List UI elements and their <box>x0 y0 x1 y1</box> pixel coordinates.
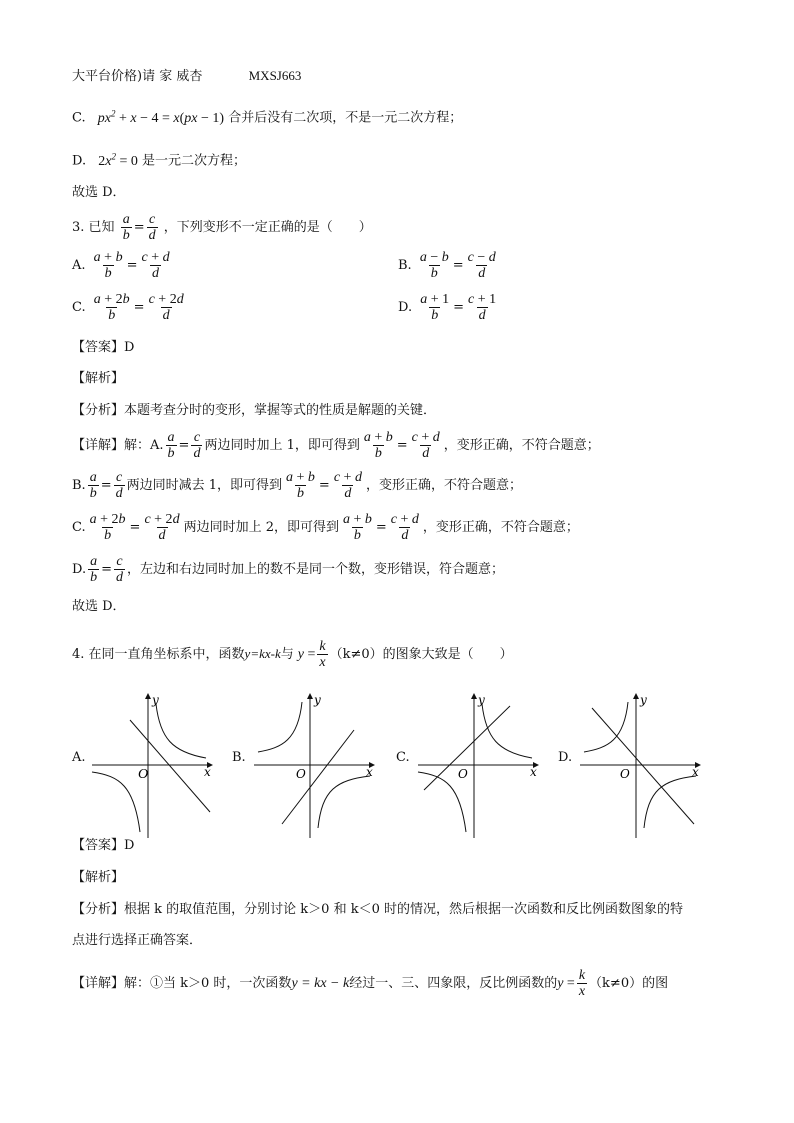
fraction: $\frac{c}{d}$ <box>116 554 123 585</box>
q3-analysis-tag: 【解析】 <box>72 371 125 386</box>
fraction: $\frac{a + 2b}{b}$ <box>89 512 126 543</box>
q4-xiangjie: 【详解】解：①当 k＞0 时，一次函数y = kx − k经过一、三、四象限，反比例函数的y = $\frac{k}{x}$ （k≠0）的图 <box>72 968 669 999</box>
detail-text: 两边同时减去 1，即可得到 <box>126 478 282 493</box>
detail-text: ，左边和右边同时加上的数不是同一个数，变形错误，符合题意； <box>127 562 505 577</box>
linear-function-expr: y = kx − k <box>291 976 350 991</box>
q4-stem-prefix: 4. 在同一直角坐标系中，函数 <box>72 647 245 662</box>
hyperbola-branch <box>418 772 466 832</box>
math-expression: $px^2 + x - 4 = x(px - 1)$ <box>97 108 225 126</box>
fraction: $\frac{a + b}{b}$ <box>286 470 315 501</box>
option-label: D. <box>398 300 413 315</box>
hyperbola-branch <box>156 704 206 758</box>
detail-text: 经过一、三、四象限，反比例函数的 <box>349 976 558 991</box>
detail-text: ，变形正确，不符合题意； <box>422 520 579 535</box>
hyperbola-branch <box>92 772 140 832</box>
q3-detail-a: 【详解】解：A. $\frac{a}{b}$ = $\frac{c}{d}$ 两边同时加上 1，即可得到 $\frac{a + b}{b}$ = $\frac{c + d}{d}$ ，变形正确，不符合题意； <box>72 430 600 461</box>
y-axis-label: y <box>640 693 647 707</box>
option-text: 是一元二次方程； <box>142 153 247 169</box>
fraction: $\frac{a + b}{b}$ <box>363 430 393 461</box>
detail-text: 两边同时加上 1，即可得到 <box>204 438 360 453</box>
hyperbola-branch <box>482 704 532 758</box>
origin-label: O <box>296 767 306 781</box>
fenxi-tag: 【分析】 <box>72 902 125 917</box>
choose-line-1: 故选 D． <box>72 185 126 200</box>
option-label: A. <box>72 258 86 273</box>
fraction: $\frac{c + d}{d}$ <box>141 250 170 281</box>
option-label: D. <box>72 153 87 169</box>
prev-option-d <box>72 146 246 172</box>
fenxi-text: 本题考查分时的变形，掌握等式的性质是解题的关键． <box>124 403 437 418</box>
fraction: $\frac{c - d}{d}$ <box>467 250 496 281</box>
hyperbola-branch <box>584 702 628 752</box>
q3-stem-suffix: ，下列变形不一定正确的是（ ） <box>163 220 372 235</box>
detail-text: 解：①当 k＞0 时，一次函数 <box>124 976 292 991</box>
x-axis-label: x <box>692 765 699 779</box>
y-axis-label: y <box>314 693 321 707</box>
xiangjie-tag: 【详解】 <box>72 976 125 991</box>
fraction: $\frac{c + 1}{d}$ <box>468 292 497 323</box>
option-label: B. <box>398 258 412 273</box>
answer-value: D <box>124 340 135 355</box>
q4-option-c-label: C. <box>396 750 410 765</box>
detail-text: B. <box>72 478 86 493</box>
q4-option-b-label: B. <box>232 750 246 765</box>
hyperbola-branch <box>318 776 370 828</box>
option-label: C. <box>72 300 86 315</box>
q3-choose: 故选 D． <box>72 599 126 614</box>
origin-label: O <box>620 767 630 781</box>
fenxi-text: 根据 k 的取值范围，分别讨论 k＞0 和 k＜0 时的情况，然后根据一次函数和反比例函数图象的特 <box>124 902 683 917</box>
fraction: $\frac{a + b}{b}$ <box>93 250 123 281</box>
q4-graph-c <box>416 690 546 840</box>
q3-stem-prefix: 3. 已知 <box>72 220 115 235</box>
q3-option-a: A. $\frac{a + b}{b}$ = $\frac{c + d}{d}$ <box>72 250 170 281</box>
q3-detail-b: B. $\frac{a}{b}$ = $\frac{c}{d}$ 两边同时减去 1，即可得到 $\frac{a + b}{b}$ = $\frac{c + d}{d}$ ，变形正确，不符合题意； <box>72 470 522 501</box>
y-axis-label: y <box>478 693 485 707</box>
answer-tag: 【答案】 <box>72 340 125 355</box>
q3-answer <box>72 338 134 358</box>
q4-stem: 4. 在同一直角坐标系中，函数y=kx-k与 y = $\frac{k}{x}$ （k≠0）的图象大致是（ ） <box>72 639 513 670</box>
detail-text: C. <box>72 520 86 535</box>
linear-function <box>282 730 354 824</box>
fraction: $\frac{c + d}{d}$ <box>411 430 440 461</box>
fraction: $\frac{a + b}{b}$ <box>342 512 372 543</box>
q3-option-c: C. $\frac{a + 2b}{b}$ = $\frac{c + 2d}{d}$ <box>72 292 184 323</box>
q4-graph-a <box>90 690 220 840</box>
header-code: MXSJ663 <box>248 68 302 83</box>
fraction: $\frac{c + d}{d}$ <box>333 470 362 501</box>
fraction-k-x: $\frac{k}{x}$ <box>578 968 586 999</box>
fraction: $\frac{c + d}{d}$ <box>390 512 419 543</box>
fenxi-tag: 【分析】 <box>72 403 125 418</box>
option-text: 合并后没有二次项，不是一元二次方程； <box>228 110 463 126</box>
q3-detail-c: C. $\frac{a + 2b}{b}$ = $\frac{c + 2d}{d}$ 两边同时加上 2，即可得到 $\frac{a + b}{b}$ = $\frac{c + d}{d}$ ，变形正确，不符合题意； <box>72 512 579 543</box>
fraction: $\frac{a}{b}$ <box>167 430 175 461</box>
prev-option-c <box>72 103 462 129</box>
fraction-a-b: $\frac{a}{b}$ <box>122 212 130 243</box>
q4-stem-mid: 与 <box>280 647 294 662</box>
q4-option-a-label: A. <box>72 750 86 765</box>
fraction: $\frac{a + 2b}{b}$ <box>93 292 130 323</box>
fraction: $\frac{a}{b}$ <box>89 470 97 501</box>
option-label: C. <box>72 110 86 126</box>
q4-fenxi-2: 点进行选择正确答案． <box>72 933 203 948</box>
linear-function <box>130 720 210 812</box>
q4-stem-cond: （k≠0）的图象大致是（ ） <box>329 647 513 662</box>
q4-graph-b <box>252 690 382 840</box>
detail-text: 解：A. <box>124 438 164 453</box>
fraction: $\frac{a}{b}$ <box>90 554 98 585</box>
hyperbola-branch <box>258 702 302 752</box>
x-axis-label: x <box>204 765 211 779</box>
q4-graph-d <box>578 690 708 840</box>
q3-detail-d: D. $\frac{a}{b}$ = $\frac{c}{d}$ ，左边和右边同时加上的数不是同一个数，变形错误，符合题意； <box>72 554 505 585</box>
x-axis-label: x <box>366 765 373 779</box>
fraction-k-x: $\frac{k}{x}$ <box>319 639 326 670</box>
hyperbola-branch <box>644 776 696 828</box>
page-header <box>72 66 301 87</box>
q3-option-d: D. $\frac{a + 1}{b}$ = $\frac{c + 1}{d}$ <box>398 292 497 323</box>
q4-function: y=kx-k <box>244 646 281 661</box>
answer-tag: 【答案】 <box>72 838 125 853</box>
origin-label: O <box>138 767 149 782</box>
q4-option-d-label: D. <box>558 750 573 765</box>
fraction: $\frac{c + 2d}{d}$ <box>144 512 180 543</box>
xiangjie-tag: 【详解】 <box>72 438 125 453</box>
header-text: 大平台价格)请 家 威杏 <box>72 69 203 84</box>
detail-text: （k≠0）的图 <box>589 976 669 991</box>
detail-text: ，变形正确，不符合题意； <box>443 438 600 453</box>
math-expression: $2x^2 = 0$ <box>98 151 138 169</box>
linear-function <box>592 708 694 824</box>
detail-text: ，变形正确，不符合题意； <box>365 478 522 493</box>
detail-text: D. <box>72 562 87 577</box>
origin-label: O <box>458 767 468 781</box>
fraction: $\frac{c}{d}$ <box>193 430 201 461</box>
q3-fenxi <box>72 401 436 421</box>
q3-stem: 3. 已知 $\frac{a}{b}$ = $\frac{c}{d}$ ，下列变形不一定正确的是（ ） <box>72 212 372 243</box>
fraction: $\frac{c}{d}$ <box>115 470 123 501</box>
q4-analysis-tag: 【解析】 <box>72 870 125 885</box>
fraction: $\frac{c + 2d}{d}$ <box>148 292 184 323</box>
detail-text: 两边同时加上 2，即可得到 <box>183 520 339 535</box>
y-axis-label: y <box>152 693 159 707</box>
fraction-c-d: $\frac{c}{d}$ <box>148 212 156 243</box>
fraction: $\frac{a - b}{b}$ <box>419 250 449 281</box>
q3-option-b: B. $\frac{a - b}{b}$ = $\frac{c - d}{d}$ <box>398 250 496 281</box>
q4-fenxi-1 <box>72 900 683 920</box>
x-axis-label: x <box>530 765 537 779</box>
fraction: $\frac{a + 1}{b}$ <box>420 292 450 323</box>
q4-answer <box>72 836 134 856</box>
answer-value: D <box>124 838 135 853</box>
